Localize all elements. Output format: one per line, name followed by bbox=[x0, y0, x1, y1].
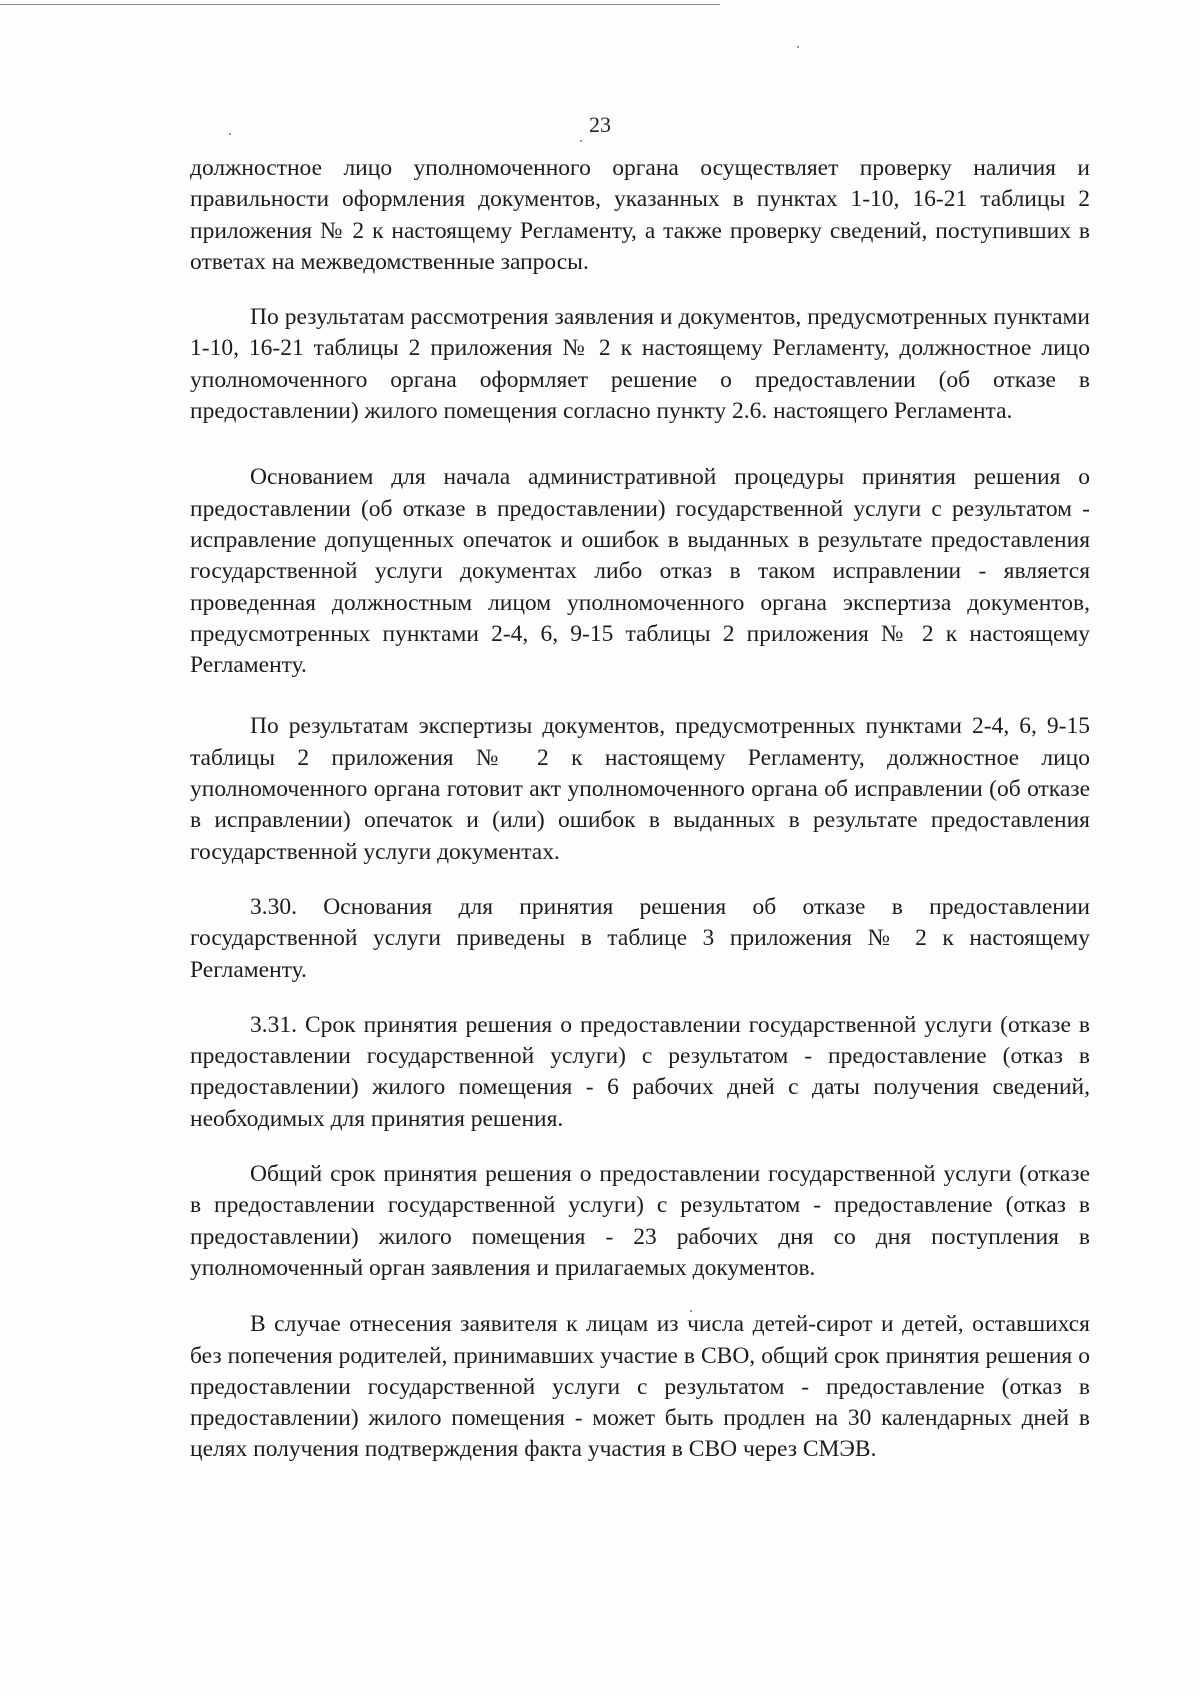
page-number: 23 bbox=[589, 112, 611, 137]
paragraph: По результатам экспертизы документов, предусмотренных пунктами 2-4, 6, 9-15 таблицы 2 приложения № 2 к настоящему Регламенту, должностное лицо уполномоченного органа готовит акт уполномоченного органа об исправлении (об отказе в исправлении) опечаток и (или) ошибок в выданных в результате предоставления государственной услуги документах. bbox=[190, 713, 1090, 865]
paragraph: По результатам рассмотрения заявления и документов, предусмотренных пунктами 1-10, 16-21 таблицы 2 приложения № 2 к настоящему Регламенту, должностное лицо уполномоченного органа оформляет решение о предоставлении (об отказе в предоставлении) жилого помещения согласно пункту 2.6. настоящего Регламента. bbox=[190, 304, 1090, 425]
paragraph-3-31: 3.31. Срок принятия решения о предоставлении государственной услуги (отказе в предоставлении государственной услуги) с результатом - предоставление (отказ в предоставлении) жилого помещения - 6 рабочих дней с даты получения сведений, необходимых для принятия решения. bbox=[190, 1011, 1090, 1132]
scan-speck bbox=[580, 140, 582, 142]
scan-top-edge-line bbox=[0, 4, 720, 5]
document-body bbox=[190, 153, 1090, 1466]
paragraph: В случае отнесения заявителя к лицам из числа детей-сирот и детей, оставшихся без попечения родителей, принимавших участие в СВО, общий срок принятия решения о предоставлении государственной услуги с результатом - предоставление (отказ в предоставлении) жилого помещения - может быть продлен на 30 календарных дней в целях получения подтверждения факта участия в СВО через СМЭВ. bbox=[190, 1311, 1090, 1463]
paragraph-continuation: должностное лицо уполномоченного органа осуществляет проверку наличия и правильности оформления документов, указанных в пунктах 1-10, 16-21 таблицы 2 приложения № 2 к настоящему Регламенту, а также проверку сведений, поступивших в ответах на межведомственные запросы. bbox=[190, 155, 1090, 275]
scan-speck bbox=[797, 46, 799, 48]
paragraph-3-30: 3.30. Основания для принятия решения об отказе в предоставлении государственной услуги приведены в таблице 3 приложения № 2 к настоящему Регламенту. bbox=[190, 893, 1090, 983]
paragraph: Основанием для начала административной процедуры принятия решения о предоставлении (об отказе в предоставлении) государственной услуги с результатом - исправление допущенных опечаток и ошибок в выданных в результате предоставления государственной услуги документах либо отказ в таком исправлении - является проведенная должностным лицом уполномоченного органа экспертиза документов, предусмотренных пунктами 2-4, 6, 9-15 таблицы 2 приложения № 2 к настоящему Регламенту. bbox=[190, 464, 1090, 679]
paragraph: Общий срок принятия решения о предоставлении государственной услуги (отказе в предоставлении государственной услуги) с результатом - предоставление (отказ в предоставлении) жилого помещения - 23 рабочих дня со дня поступления в уполномоченный орган заявления и прилагаемых документов. bbox=[190, 1161, 1090, 1281]
